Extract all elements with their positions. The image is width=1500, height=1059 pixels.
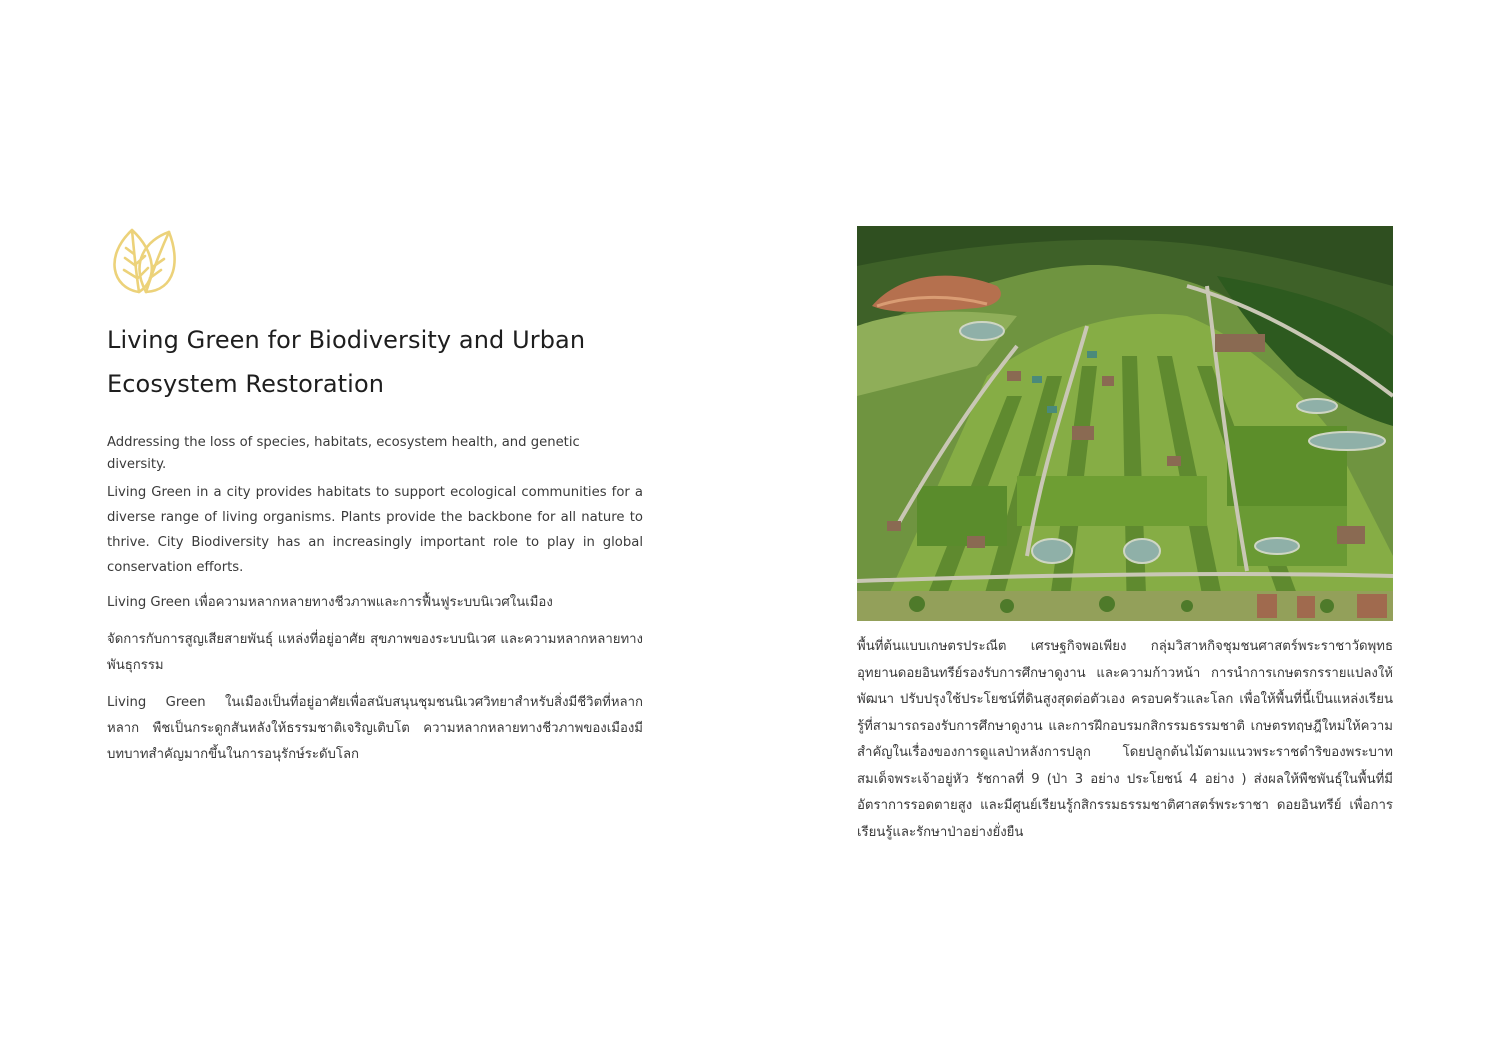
leaf-icon xyxy=(106,226,180,296)
photo-caption: พื้นที่ต้นแบบเกษตรประณีต เศรษฐกิจพอเพียง กลุ่มวิสาหกิจชุมชนศาสตร์พระราชาวัดพุทธอุทยานดอยอินทรีย์รองรับการศึกษาดูงาน และความก้าวหน้า การนำการเกษตรกรรายแปลงให้พัฒนา ปรับปรุงใช้ประโยชน์ที่ดินสูงสุดต่อตัวเอง ครอบครัวและโลก เพื่อให้พื้นที่นี้เป็นแหล่งเรียนรู้ที่สามารถรองรับการศึกษาดูงาน และการฝึกอบรมกสิกรรมธรรมชาติ เกษตรทฤษฎีใหม่ให้ความสำคัญในเรื่องของการดูแลป่าหลังการปลูก โดยปลูกต้นไม้ตามแนวพระราชดำริของพระบาทสมเด็จพระเจ้าอยู่หัว รัชกาลที่ 9 (ป่า 3 อย่าง ประโยชน์ 4 อย่าง ) ส่งผลให้พืชพันธุ์ในพื้นที่มีอัตราการรอดตายสูง และมีศูนย์เรียนรู้กสิกรรมธรรมชาติศาสตร์พระราชา ดอยอินทรีย์ เพื่อการเรียนรู้และรักษาป่าอย่างยั่งยืน xyxy=(857,639,1393,840)
intro-paragraph: Living Green in a city provides habitats to support ecological communities for a diverse range of living organisms. Plants provide the backbone for all nature to thrive. City Biodiversity has an increasingly important role to play in global conservation efforts. xyxy=(107,485,643,575)
thai-heading: Living Green เพื่อความหลากหลายทางชีวภาพและการฟื้นฟูระบบนิเวศในเมือง xyxy=(107,595,553,610)
subtitle: Addressing the loss of species, habitats, ecosystem health, and genetic diversity. xyxy=(107,435,580,472)
aerial-photo xyxy=(857,226,1393,621)
thai-subheading: จัดการกับการสูญเสียสายพันธุ์ แหล่งที่อยู่อาศัย สุขภาพของระบบนิเวศ และความหลากหลายทางพันธุกรรม xyxy=(107,632,643,673)
thai-body: Living Green ในเมืองเป็นที่อยู่อาศัยเพื่อสนับสนุนชุมชนนิเวศวิทยาสำหรับสิ่งมีชีวิตที่หลากหลาก พืชเป็นกระดูกสันหลังให้ธรรมชาติเจริญเติบโต ความหลากหลายทางชีวภาพของเมืองมีบทบาทสำคัญมากขึ้นในการอนุรักษ์ระดับโลก xyxy=(107,695,643,762)
page-title: Living Green for Biodiversity and Urban Ecosystem Restoration xyxy=(107,326,586,398)
